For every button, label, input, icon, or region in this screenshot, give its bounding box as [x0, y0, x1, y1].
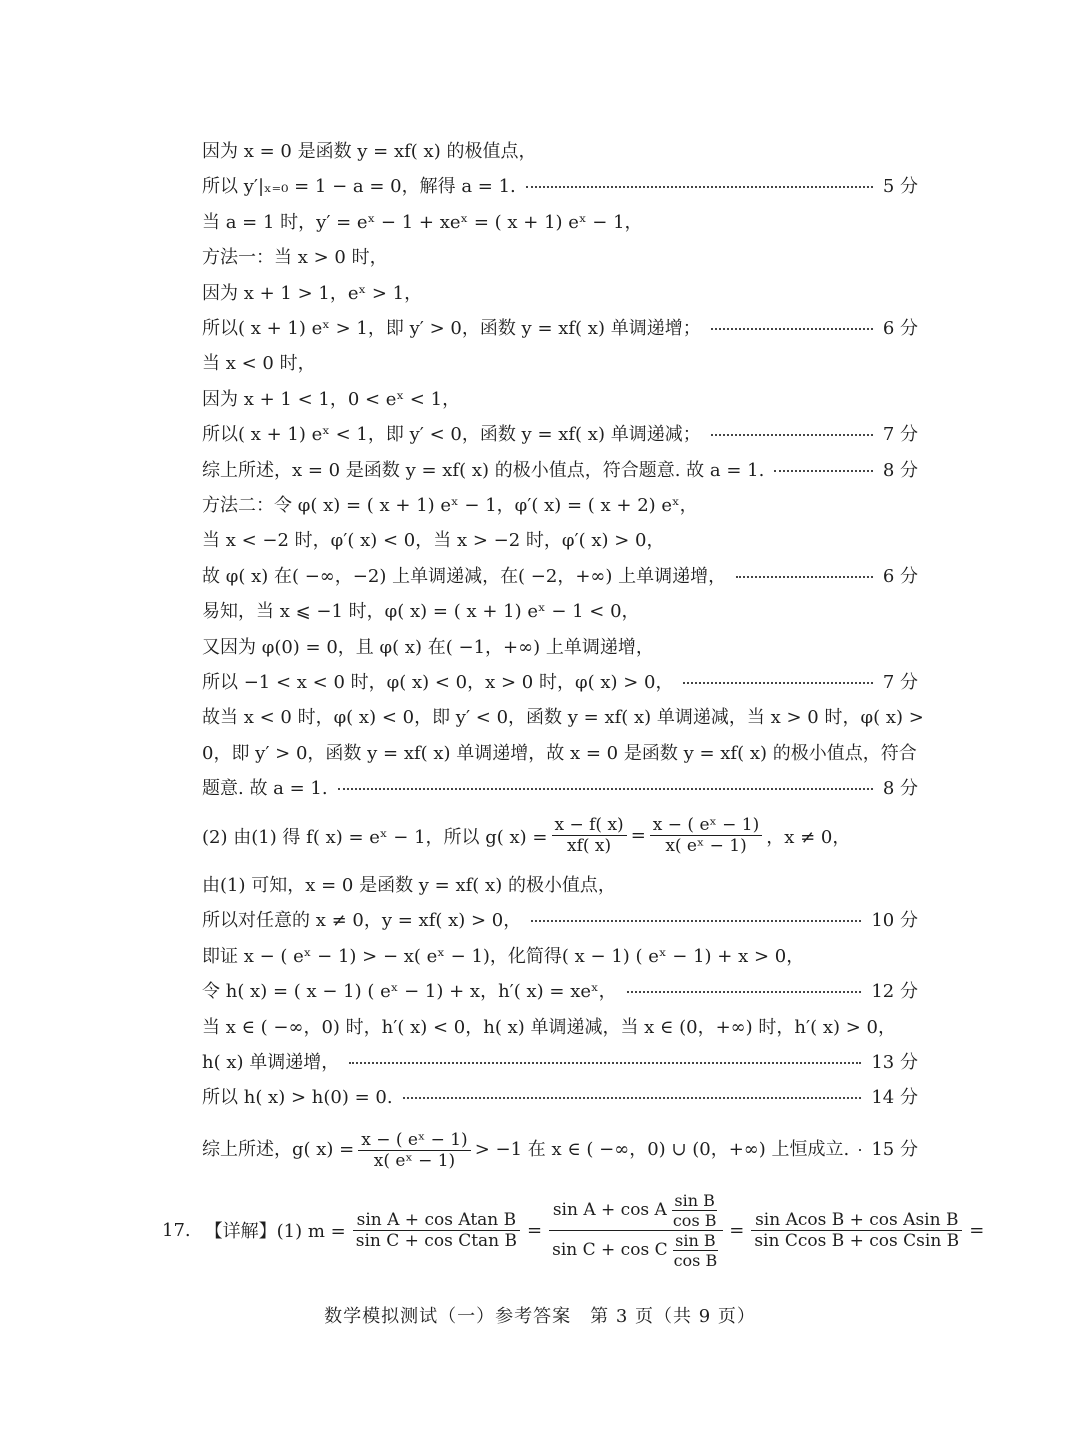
- score-mark: 7 分: [882, 424, 918, 446]
- solution-line: [202, 1049, 918, 1077]
- line-text: 由(1) 可知，x = 0 是函数 y = xf( x) 的极小值点，: [202, 875, 616, 896]
- fraction-g-2: $\frac{\text{x − ( eˣ − 1)}}{\text{x( eˣ − 1)}}$: [650, 815, 762, 856]
- line-text: 因为 x + 1 < 1，0 < eˣ < 1，: [202, 388, 461, 410]
- line-text: 所以对任意的 x ≠ 0，y = xf( x) > 0，: [202, 910, 522, 932]
- score-mark: 10 分: [871, 910, 918, 932]
- fraction-g-1: $\frac{x - f( x)}{xf( x)}$: [552, 815, 627, 856]
- dot-leader: [736, 576, 873, 578]
- line-text: 易知，当 x ⩽ −1 时，φ( x) = ( x + 1) eˣ − 1 < 0，: [202, 601, 640, 623]
- solution-line: [202, 421, 918, 449]
- dot-leader: [338, 788, 873, 790]
- solution-line: [202, 350, 918, 378]
- dot-leader: [711, 328, 873, 330]
- line-text: 当 x ∈ ( −∞，0) 时，h′( x) < 0，h( x) 单调递减，当 x ∈ (0，+∞) 时，h′( x) > 0，: [202, 1016, 896, 1038]
- dot-leader: [627, 991, 862, 993]
- line-text: 即证 x − ( eˣ − 1) > − x( eˣ − 1)，化简得( x − 1) ( eˣ − 1) + x > 0，: [202, 945, 805, 967]
- dot-leader: [711, 434, 873, 436]
- solution-line: [202, 872, 918, 900]
- line-text: 所以 h( x) > h(0) = 0.: [202, 1087, 393, 1109]
- line-text: 方法一：当 x > 0 时，: [202, 247, 388, 269]
- score-mark: 8 分: [882, 778, 918, 800]
- tan-b-fraction-top: sin B cos B: [672, 1190, 717, 1230]
- score-mark: 12 分: [871, 981, 918, 1003]
- q17-line: 17. 【详解】(1) m = $\frac{\text{sin A + cos Atan B}}{\text{sin C + cos Ctan B}}$ = sin A + cos A sin B cos B sin C + cos C sin B cos B = $\frac{\text{sin Acos B + cos Asin B}}{\text{sin Ccos B + cos Csin B}}$ =: [162, 1190, 985, 1270]
- solution-line: [202, 775, 918, 803]
- part2-intro: (2) 由(1) 得 f( x) = eˣ − 1，所以 g( x) = $\frac{x - f( x)}{xf( x)}$ = $\frac{\text{x − ( eˣ − 1)}}{\text{x( eˣ − 1)}}$ ，x ≠ 0，: [202, 815, 851, 856]
- solution-line: [202, 740, 918, 768]
- line-text: 因为 x = 0 是函数 y = xf( x) 的极值点，: [202, 141, 537, 162]
- score-mark: 13 分: [871, 1052, 918, 1073]
- score-mark: 6 分: [882, 565, 918, 587]
- solution-line: [202, 457, 918, 485]
- solution-line: [202, 1084, 918, 1112]
- line-text: 当 x < 0 时，: [202, 353, 316, 375]
- fraction-m-3: $\frac{\text{sin Acos B + cos Asin B}}{\text{sin Ccos B + cos Csin B}}$: [750, 1210, 963, 1251]
- solution-line: [202, 492, 918, 520]
- solution-line: [202, 598, 918, 626]
- fraction-m-1: $\frac{\text{sin A + cos Atan B}}{\text{sin C + cos Ctan B}}$: [352, 1210, 521, 1251]
- dot-leader: [526, 186, 873, 188]
- dot-leader: [683, 682, 872, 684]
- solution-line: [202, 943, 918, 971]
- solution-line: [202, 669, 918, 697]
- line-text: 故当 x < 0 时，φ( x) < 0，即 y′ < 0，函数 y = xf( x) 单调递减，当 x > 0 时，φ( x) >: [202, 707, 924, 729]
- line-text: 所以 −1 < x < 0 时，φ( x) < 0，x > 0 时，φ( x) > 0，: [202, 672, 674, 693]
- line-text: 因为 x + 1 > 1，eˣ > 1，: [202, 282, 423, 304]
- fraction-conclusion: $\frac{\text{x − ( eˣ − 1)}}{\text{x( eˣ − 1)}}$: [358, 1130, 470, 1171]
- line-text: 所以 y′|ₓ₌₀ = 1 − a = 0，解得 a = 1.: [202, 176, 516, 198]
- solution-line: [202, 138, 918, 166]
- line-text: 综上所述，x = 0 是函数 y = xf( x) 的极小值点，符合题意. 故 a = 1.: [202, 459, 765, 481]
- line-text: h( x) 单调递增，: [202, 1052, 340, 1073]
- line-text: 方法二：令 φ( x) = ( x + 1) eˣ − 1，φ′( x) = ( x + 2) eˣ，: [202, 495, 698, 516]
- fraction-m-2: sin A + cos A sin B cos B sin C + cos C sin B cos B: [548, 1191, 723, 1270]
- line-text: 故 φ( x) 在( −∞，−2) 上单调递减，在( −2，+∞) 上单调递增，: [202, 565, 727, 587]
- solution-line: [202, 1014, 918, 1042]
- tan-b-fraction-bottom: sin B cos B: [673, 1230, 718, 1270]
- dot-leader: [531, 920, 861, 922]
- page-footer: 数学模拟测试（一）参考答案 第 3 页（共 9 页）: [324, 1306, 756, 1327]
- solution-line: [202, 704, 924, 732]
- line-text: 所以( x + 1) eˣ < 1，即 y′ < 0，函数 y = xf( x) 单调递减；: [202, 424, 701, 446]
- score-mark: 5 分: [882, 176, 918, 198]
- solution-line: [202, 386, 918, 414]
- dot-leader: [403, 1097, 862, 1099]
- line-text: 令 h( x) = ( x − 1) ( eˣ − 1) + x，h′( x) = xeˣ，: [202, 981, 617, 1003]
- solution-line: [202, 527, 918, 555]
- conclusion-line: 综上所述，g( x) = $\frac{\text{x − ( eˣ − 1)}}{\text{x( eˣ − 1)}}$ > −1 在 x ∈ ( −∞，0) ∪ (0，+∞) 上恒成立. 15 分: [202, 1129, 918, 1171]
- line-text: 所以( x + 1) eˣ > 1，即 y′ > 0，函数 y = xf( x) 单调递增；: [202, 318, 701, 339]
- solution-line: [202, 315, 918, 343]
- solution-line: [202, 173, 918, 201]
- solution-line: [202, 280, 918, 308]
- score-mark: 14 分: [871, 1087, 918, 1109]
- solution-line: [202, 563, 918, 591]
- solution-line: [202, 907, 918, 935]
- line-text: 0，即 y′ > 0，函数 y = xf( x) 单调递增，故 x = 0 是函数 y = xf( x) 的极小值点，符合: [202, 742, 917, 764]
- score-mark: 7 分: [882, 672, 918, 693]
- dot-leader: [774, 470, 872, 472]
- line-text: 题意. 故 a = 1.: [202, 778, 328, 800]
- solution-line: [202, 244, 918, 272]
- solution-line: [202, 634, 918, 662]
- solution-line: [202, 209, 918, 237]
- line-text: 当 x < −2 时，φ′( x) < 0，当 x > −2 时，φ′( x) > 0，: [202, 530, 665, 552]
- score-mark: 6 分: [882, 318, 918, 339]
- line-text: 又因为 φ(0) = 0，且 φ( x) 在( −1，+∞) 上单调递增，: [202, 636, 654, 658]
- line-text: 当 a = 1 时，y′ = eˣ − 1 + xeˣ = ( x + 1) eˣ − 1，: [202, 211, 643, 233]
- solution-line: [202, 978, 918, 1006]
- dot-leader: [349, 1062, 861, 1064]
- score-mark: 8 分: [882, 459, 918, 481]
- dot-leader: [859, 1149, 861, 1151]
